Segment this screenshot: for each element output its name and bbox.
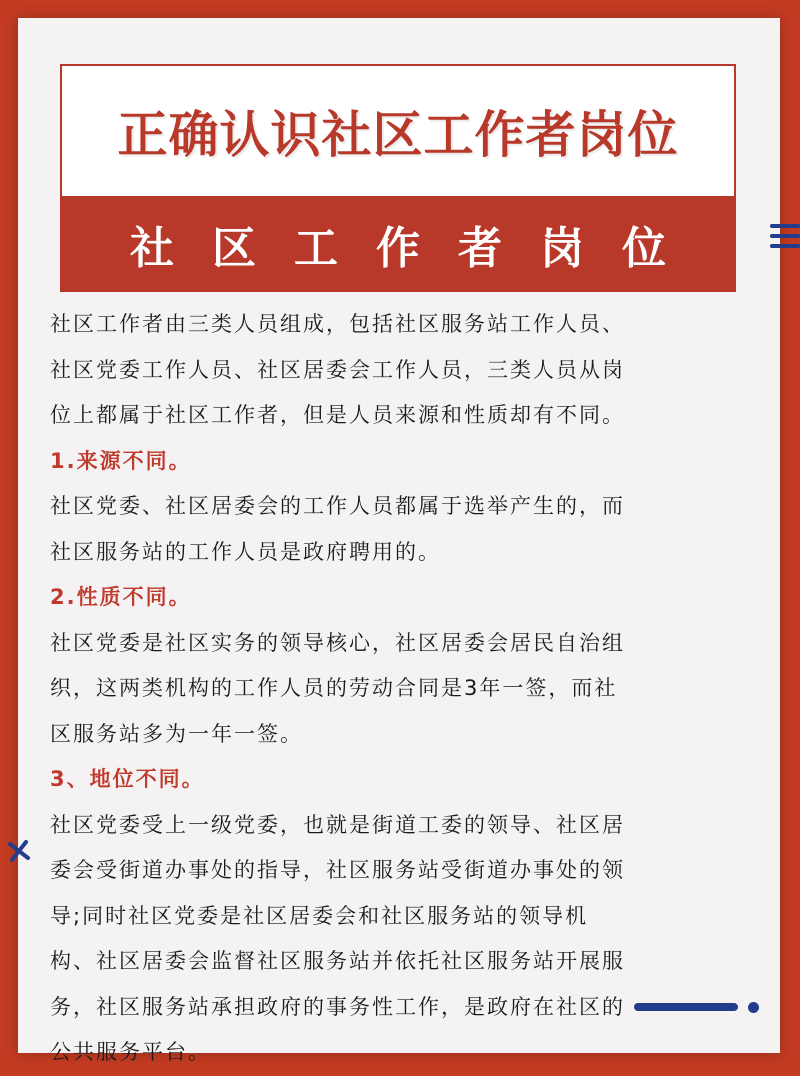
section-line: 社区党委是社区实务的领导核心，社区居委会居民自治组 [50, 630, 625, 655]
intro-line: 社区工作者由三类人员组成，包括社区服务站工作人员、 [50, 312, 625, 336]
section-line: 构、社区居委会监督社区服务站并依托社区服务站开展服 [50, 949, 625, 973]
decorative-dot [748, 1002, 759, 1013]
section-line: 公共服务平台。 [50, 1040, 211, 1064]
section-heading: 2.性质不同。 [50, 585, 192, 609]
section-line: 区服务站多为一年一签。 [50, 721, 303, 746]
menu-lines-icon [770, 224, 800, 252]
section-line: 导;同时社区党委是社区居委会和社区服务站的领导机 [50, 903, 589, 928]
cross-icon [6, 838, 32, 864]
section-line: 社区党委、社区居委会的工作人员都属于选举产生的，而 [50, 494, 625, 518]
subtitle-band [60, 196, 736, 292]
section-heading: 1.来源不同。 [50, 448, 192, 473]
title-top-box [60, 64, 736, 198]
article-body [50, 302, 760, 1076]
title-block [60, 64, 736, 292]
intro-line: 位上都属于社区工作者，但是人员来源和性质却有不同。 [50, 403, 625, 427]
decorative-bar [634, 1003, 738, 1011]
section-line: 委会受街道办事处的指导，社区服务站受街道办事处的领 [50, 858, 625, 882]
section-heading: 3、地位不同。 [50, 767, 205, 791]
section-line: 社区服务站的工作人员是政府聘用的。 [50, 539, 441, 564]
main-title: 正确认识社区工作者岗位 [117, 106, 679, 164]
subtitle: 社区工作者岗位 [130, 223, 704, 274]
intro-line: 社区党委工作人员、社区居委会工作人员，三类人员从岗 [50, 357, 625, 382]
section-line: 务，社区服务站承担政府的事务性工作，是政府在社区的 [50, 994, 625, 1019]
section-line: 织，这两类机构的工作人员的劳动合同是3年一签，而社 [50, 676, 618, 700]
section-line: 社区党委受上一级党委，也就是街道工委的领导、社区居 [50, 812, 625, 837]
